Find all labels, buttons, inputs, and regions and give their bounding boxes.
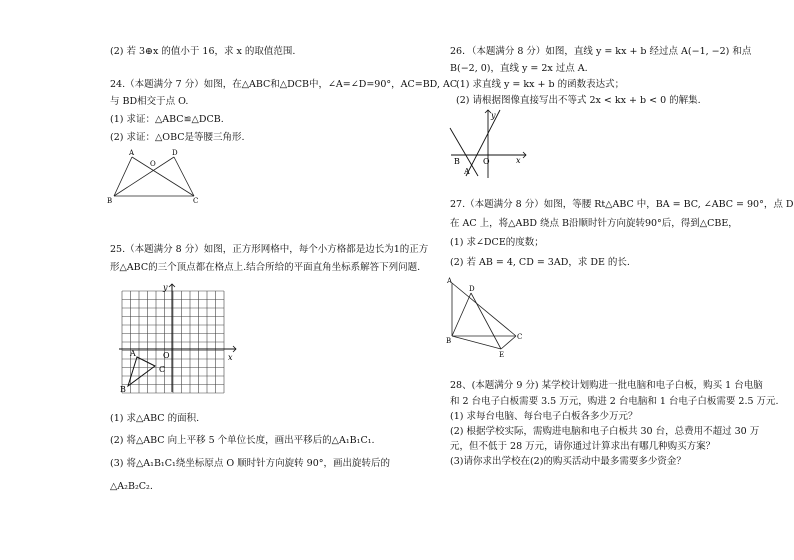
segment-be xyxy=(452,336,501,349)
q28-stem-line2: 和 2 台电子白板需要 3.5 万元，购进 2 台电脑和 1 台电子白板需要 2.5 万元. xyxy=(450,396,779,407)
label-y: y xyxy=(491,111,496,120)
label-b: B xyxy=(446,337,452,345)
q28-part2-continued: 元，但不低于 28 万元，请你通过计算求出有哪几种购买方案？ xyxy=(450,441,716,452)
q25-grid-figure xyxy=(114,282,238,394)
label-x: x xyxy=(516,156,521,165)
q27-part1: (1) 求∠DCE的度数； xyxy=(450,237,544,248)
q26-part1: (1) 求直线 y = kx + b 的函数表达式； xyxy=(456,79,625,90)
q28-stem-line1: 28、(本题满分 9 分) 某学校计划购进一批电脑和电子白板，购买 1 台电脑 xyxy=(450,380,763,391)
segment-de xyxy=(471,293,501,349)
label-c: C xyxy=(159,365,166,374)
q25-part1: (1) 求△ABC 的面积. xyxy=(110,413,200,424)
label-x: x xyxy=(228,353,233,362)
label-origin: O xyxy=(163,351,170,360)
label-b: B xyxy=(454,157,460,166)
q24-stem-line2: 与 BD相交于点 O. xyxy=(110,96,189,107)
q26-stem-line1: 26．（本题满分 8 分）如图，直线 y = kx + b 经过点 A(−1, −2) 和点 xyxy=(450,46,752,57)
q28-part3: (3)请你求出学校在(2)的购买活动中最多需要多少资金？ xyxy=(450,456,686,467)
q25-part3-continued: △A₂B₂C₂. xyxy=(110,481,153,492)
q26-stem-line2: B(−2, 0)，直线 y = 2x 过点 A. xyxy=(450,63,588,74)
q27-stem-line1: 27.（本题满分 8 分）如图，等腰 Rt△ABC 中，BA = BC, ∠ABC = 90°，点 D xyxy=(450,199,794,210)
label-b: B xyxy=(120,385,126,394)
label-o: O xyxy=(150,160,156,168)
q26-part2: (2) 请根据图像直接写出不等式 2x < kx + b < 0 的解集. xyxy=(456,95,701,106)
q26-lines-figure xyxy=(448,106,528,182)
q27-part2: (2) 若 AB = 4, CD = 3AD，求 DE 的长. xyxy=(450,257,630,268)
label-origin: O xyxy=(483,157,490,166)
label-c: C xyxy=(193,197,199,205)
label-a: A xyxy=(447,277,453,285)
q23-part2: (2) 若 3⊕x 的值小于 16，求 x 的取值范围. xyxy=(110,46,296,57)
q24-part1: (1) 求证：△ABC≌△DCB. xyxy=(110,114,224,125)
q24-part2: (2) 求证：△OBC是等腰三角形. xyxy=(110,132,245,143)
segment-bd xyxy=(452,293,471,336)
q25-part2: (2) 将△ABC 向上平移 5 个单位长度，画出平移后的△A₁B₁C₁. xyxy=(110,435,375,446)
segment-ac xyxy=(132,157,194,196)
q24-stem-line1: 24.（本题满分 7 分）如图，在△ABC和△DCB中，∠A=∠D=90°，AC=BD, AC xyxy=(110,79,458,90)
label-b: B xyxy=(107,197,113,205)
label-e: E xyxy=(499,351,505,359)
label-c: C xyxy=(517,333,523,341)
q24-triangle-figure xyxy=(104,146,204,206)
q27-stem-line2: 在 AC 上，将△ABD 绕点 B沿顺时针方向旋转90°后，得到△CBE， xyxy=(450,218,738,229)
q25-stem-line1: 25.（本题满分 8 分）如图，正方形网格中，每个小方格都是边长为1的正方 xyxy=(110,244,429,255)
q27-triangle-figure xyxy=(444,276,530,362)
label-a: A xyxy=(129,149,135,157)
q28-part2: (2) 根据学校实际，需购进电脑和电子白板共 30 台，总费用不超过 30 万 xyxy=(450,426,760,437)
q25-stem-line2: 形△ABC的三个顶点都在格点上.结合所给的平面直角坐标系解答下列问题. xyxy=(110,262,421,273)
segment-ac xyxy=(452,283,516,336)
label-d: D xyxy=(172,149,178,157)
triangle-abc xyxy=(128,357,155,386)
label-a: A xyxy=(130,349,136,358)
coordinate-grid xyxy=(122,291,224,393)
q28-part1: (1) 求每台电脑、每台电子白板各多少万元？ xyxy=(450,411,638,422)
label-y: y xyxy=(163,283,168,292)
segment-ce xyxy=(501,336,516,349)
label-a: A xyxy=(464,167,470,176)
q25-part3: (3) 将△A₁B₁C₁绕坐标原点 O 顺时针方向旋转 90°，画出旋转后的 xyxy=(110,458,391,469)
label-d: D xyxy=(469,285,475,293)
